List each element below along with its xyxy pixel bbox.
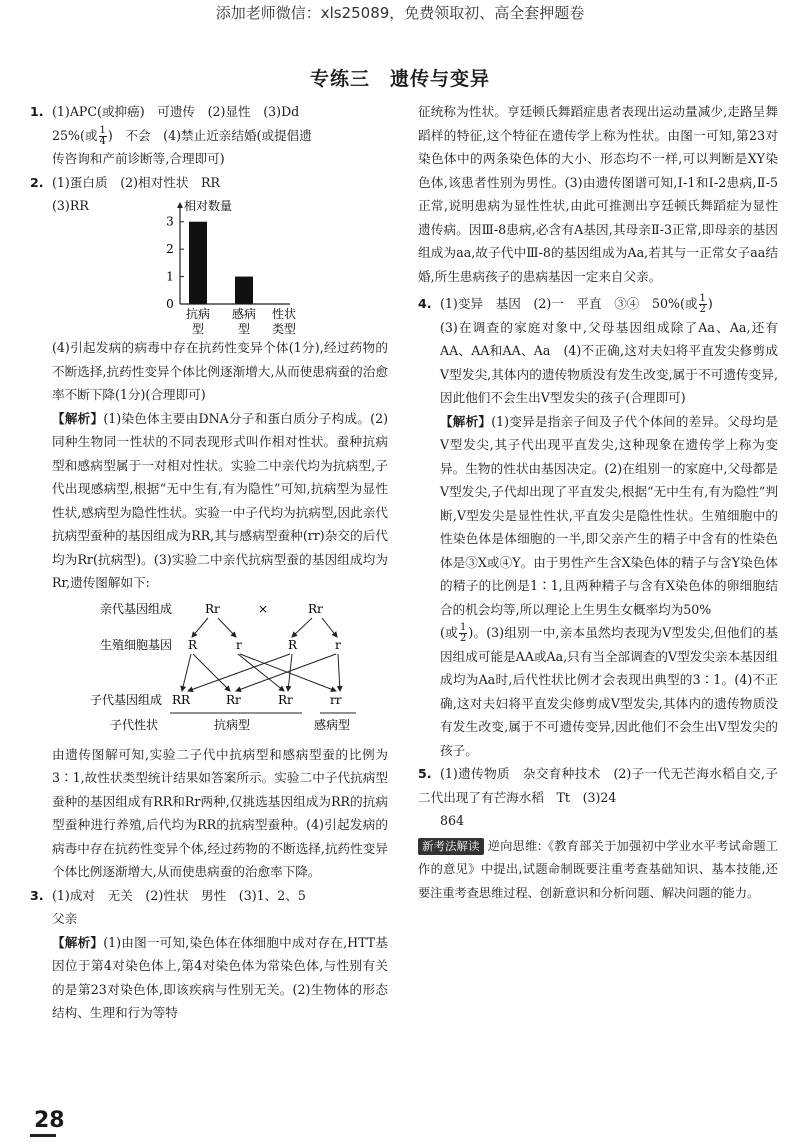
question-3 bbox=[30, 884, 388, 1025]
x-tick-label: 型 bbox=[191, 322, 205, 336]
question-1 bbox=[30, 100, 388, 171]
offspring-2: Rr bbox=[226, 692, 241, 707]
bar-chart-svg bbox=[52, 196, 352, 336]
answer-line: 传咨询和产前诊断等,合理即可) bbox=[52, 151, 225, 166]
answer-line: (1)变异 基因 (2)一 平直 ③④ 50%(或 bbox=[440, 296, 698, 311]
question-2 bbox=[30, 171, 388, 884]
offspring-3: Rr bbox=[278, 692, 293, 707]
row-label-parent: 亲代基因组成 bbox=[100, 601, 173, 616]
analysis-text: 由遗传图解可知,实验二子代中抗病型和感病型蚕的比例为3∶1,故性状类型统计结果如答案所示。实验二中子代抗病型蚕种的基因组成有RR和Rr两种,仅挑选基因组成为RR的抗病型蚕种进行养殖,后代均为RR的抗病型蚕种。(4)引起发病的病毒中存在抗药性变异个体,经过药物的不断选择,抗药性变异个体比例逐渐增大,从而使患病蚕的治愈率下降。 bbox=[52, 746, 388, 879]
y-tick-label: 1 bbox=[166, 269, 174, 284]
x-tick-label: 抗病 bbox=[185, 307, 211, 321]
analysis-text: (1)染色体主要由DNA分子和蛋白质分子构成。(2)同种生物同一性状的不同表现形式叫作相对性状。蚕种抗病型和感病型属于一对相对性状。实验二中亲代均为抗病型,子代出现感病型,根据“无中生有,有为隐性”可知,抗病型为显性性状,感病型为隐性性状。实验一中子代均为抗病型,因此亲代抗病型蚕种的基因组成为RR,其与感病型蚕种(rr)杂交的后代均为Rr(抗病型)。(3)实验二中亲代抗病型蚕的基因组成均为Rr,遗传图解如下: bbox=[52, 410, 389, 590]
x-axis-label: 类型 bbox=[271, 322, 297, 336]
analysis-tag: 【解析】 bbox=[52, 410, 104, 426]
gamete-4: r bbox=[335, 637, 341, 652]
answer-text: ) 不会 (4)禁止近亲结婚(或提倡遗 bbox=[107, 127, 312, 143]
note-tag: 新考法解读 bbox=[418, 838, 484, 855]
analysis-text: (1)变异是指亲子间及子代个体间的差异。父母均是V型发尖,其子代出现平直发尖,这种现象在遗传学上称为变异。生物的性状由基因决定。(2)在组别一的家庭中,父母都是V型发尖,子代却出现了平直发尖,根据“无中生有,有为隐性”判断,V型发尖是显性性状,平直发尖是隐性性状。生殖细胞中的性染色体是体细胞的一半,即父亲产生的精子中含有的性染色体是③X或④Y。由于男性产生含X染色体的精子与含Y染色体的精子的比例是1∶1,且两种精子与含有X染色体的卵细胞结合的机会均等,所以理论上生男生女概率均为50% bbox=[440, 413, 779, 617]
answer-text: 25%(或 bbox=[52, 127, 98, 143]
analysis-tag: 【解析】 bbox=[52, 934, 104, 950]
note-text: 逆向思维:《教育部关于加强初中学业水平考试命题工作的意见》中提出,试题命制既要注重考查基础知识、基本技能,还要注重考查思维过程、创新意识和分析问题、解决问题的能力。 bbox=[418, 838, 778, 900]
fraction: $\frac{1}{4}$ bbox=[99, 124, 106, 147]
question-number: 2. bbox=[30, 174, 44, 190]
x-tick-label: 型 bbox=[237, 322, 251, 336]
answer-paragraph: (4)引起发病的病毒中存在抗药性变异个体(1分),经过药物的不断选择,抗药性变异个体比例逐渐增大,从而使患病蚕的治愈率不断下降(1分)(合理即可) bbox=[52, 340, 388, 402]
phenotype-resistant: 抗病型 bbox=[214, 717, 251, 732]
parent-left: Rr bbox=[205, 601, 220, 616]
genetic-diagram bbox=[30, 599, 388, 741]
new-exam-note bbox=[418, 835, 778, 906]
x-tick-label: 感病 bbox=[231, 307, 257, 321]
analysis-text: (1)由图一可知,染色体在体细胞中成对存在,HTT基因位于第4对染色体上,第4对染色体为常染色体,与性别有关的是第23对染色体,即该疾病与性别无关。(2)生物体的形态结构、生理和行为等特 bbox=[52, 934, 388, 1020]
gamete-1: R bbox=[188, 637, 198, 652]
answer-line: 父亲 bbox=[52, 911, 78, 926]
page-number-underline bbox=[30, 1134, 56, 1137]
analysis-text: )。(3)组别一中,亲本虽然均表现为V型发尖,但他们的基因组成可能是AA或Aa,只有当全部调查的V型发尖亲本基因组成均为Aa时,后代性状比例才会表现出典型的3∶1。(4)不正确,这对夫妇将平直发尖修剪成V型发尖,其体内的遗传物质没有发生改变,属于不可遗传变异,因此他们不会生出V型发尖的孩子。 bbox=[440, 625, 778, 758]
answer-text: (3)RR bbox=[52, 198, 89, 213]
answer-line: (1)APC(或抑癌) 可遗传 (2)显性 (3)Dd bbox=[52, 104, 300, 119]
row-label-phenotype: 子代性状 bbox=[110, 717, 159, 732]
answer-line: (1)遗传物质 杂交育种技术 (2)子一代无芒海水稻自交,子二代出现了有芒海水稻 Tt (3)24 bbox=[418, 766, 778, 805]
gamete-2: r bbox=[236, 637, 242, 652]
parent-right: Rr bbox=[308, 601, 323, 616]
bar-1 bbox=[189, 222, 207, 304]
analysis-text: (或 bbox=[440, 625, 458, 640]
page-title: 专练三 遗传与变异 bbox=[309, 68, 490, 90]
question-5 bbox=[418, 762, 778, 833]
fraction: $\frac{1}{2}$ bbox=[699, 293, 706, 315]
question-4 bbox=[418, 292, 778, 762]
row-label-gamete: 生殖细胞基因 bbox=[100, 637, 173, 652]
question-number: 5. bbox=[418, 766, 432, 781]
genetic-diagram-svg bbox=[30, 599, 360, 741]
offspring-1: RR bbox=[172, 692, 191, 707]
question-number: 3. bbox=[30, 887, 44, 903]
y-axis-arrow bbox=[177, 202, 183, 208]
y-tick-label: 0 bbox=[166, 297, 174, 311]
right-column bbox=[418, 100, 778, 905]
bar-2 bbox=[235, 277, 253, 304]
offspring-4: rr bbox=[330, 692, 342, 707]
gamete-3: R bbox=[288, 637, 298, 652]
analysis-tag: 【解析】 bbox=[440, 413, 492, 429]
y-tick-label: 2 bbox=[166, 242, 174, 257]
y-tick-label: 3 bbox=[166, 214, 174, 229]
top-banner: 添加老师微信：xls25089，免费领取初、高全套押题卷 bbox=[215, 4, 585, 22]
page-number: 28 bbox=[34, 1108, 65, 1133]
answer-line: (1)成对 无关 (2)性状 男性 (3)1、2、5 bbox=[52, 887, 306, 903]
left-column bbox=[30, 100, 388, 1025]
phenotype-susceptible: 感病型 bbox=[314, 717, 351, 732]
bar-chart bbox=[52, 196, 388, 336]
cross-symbol: × bbox=[258, 601, 269, 616]
fraction: $\frac{1}{2}$ bbox=[459, 622, 467, 644]
answer-text: ) bbox=[707, 296, 713, 311]
x-axis-label: 性状 bbox=[271, 307, 297, 321]
answer-line: 864 bbox=[440, 813, 465, 828]
question-number: 4. bbox=[418, 296, 432, 311]
row-label-offspring: 子代基因组成 bbox=[90, 692, 163, 707]
question-number: 1. bbox=[30, 104, 44, 119]
analysis-text: 征统称为性状。亨廷顿氏舞蹈症患者表现出运动量减少,走路呈舞蹈样的特征,这个特征在遗传学上称为性状。由图一可知,第23对染色体中的两条染色体的大小、形态均不一样,可以判断是XY染色体,该患者性别为男性。(3)由遗传图谱可知,Ⅰ-1和Ⅰ-2患病,Ⅱ-5正常,说明患病为显性性状,由此可推测出亨廷顿氏舞蹈症为显性遗传病。因Ⅲ-8患病,必含有A基因,其母亲Ⅱ-3正常,即母亲的基因组成为aa,故子代中Ⅲ-8的基因组成为Aa,若其与一正常女子aa结婚,所生患病孩子的患病基因一定来自父亲。 bbox=[418, 104, 778, 284]
chart-title: 相对数量 bbox=[184, 199, 233, 213]
answer-paragraph: (3)在调查的家庭对象中,父母基因组成除了Aa、Aa,还有AA、AA和AA、Aa (4)不正确,这对夫妇将平直发尖修剪成V型发尖,其体内的遗传物质没有发生改变,属于不可遗传变异,因此他们不会生出V型发尖的孩子(合理即可) bbox=[440, 319, 778, 405]
answer-line: (1)蛋白质 (2)相对性状 RR bbox=[52, 174, 220, 190]
